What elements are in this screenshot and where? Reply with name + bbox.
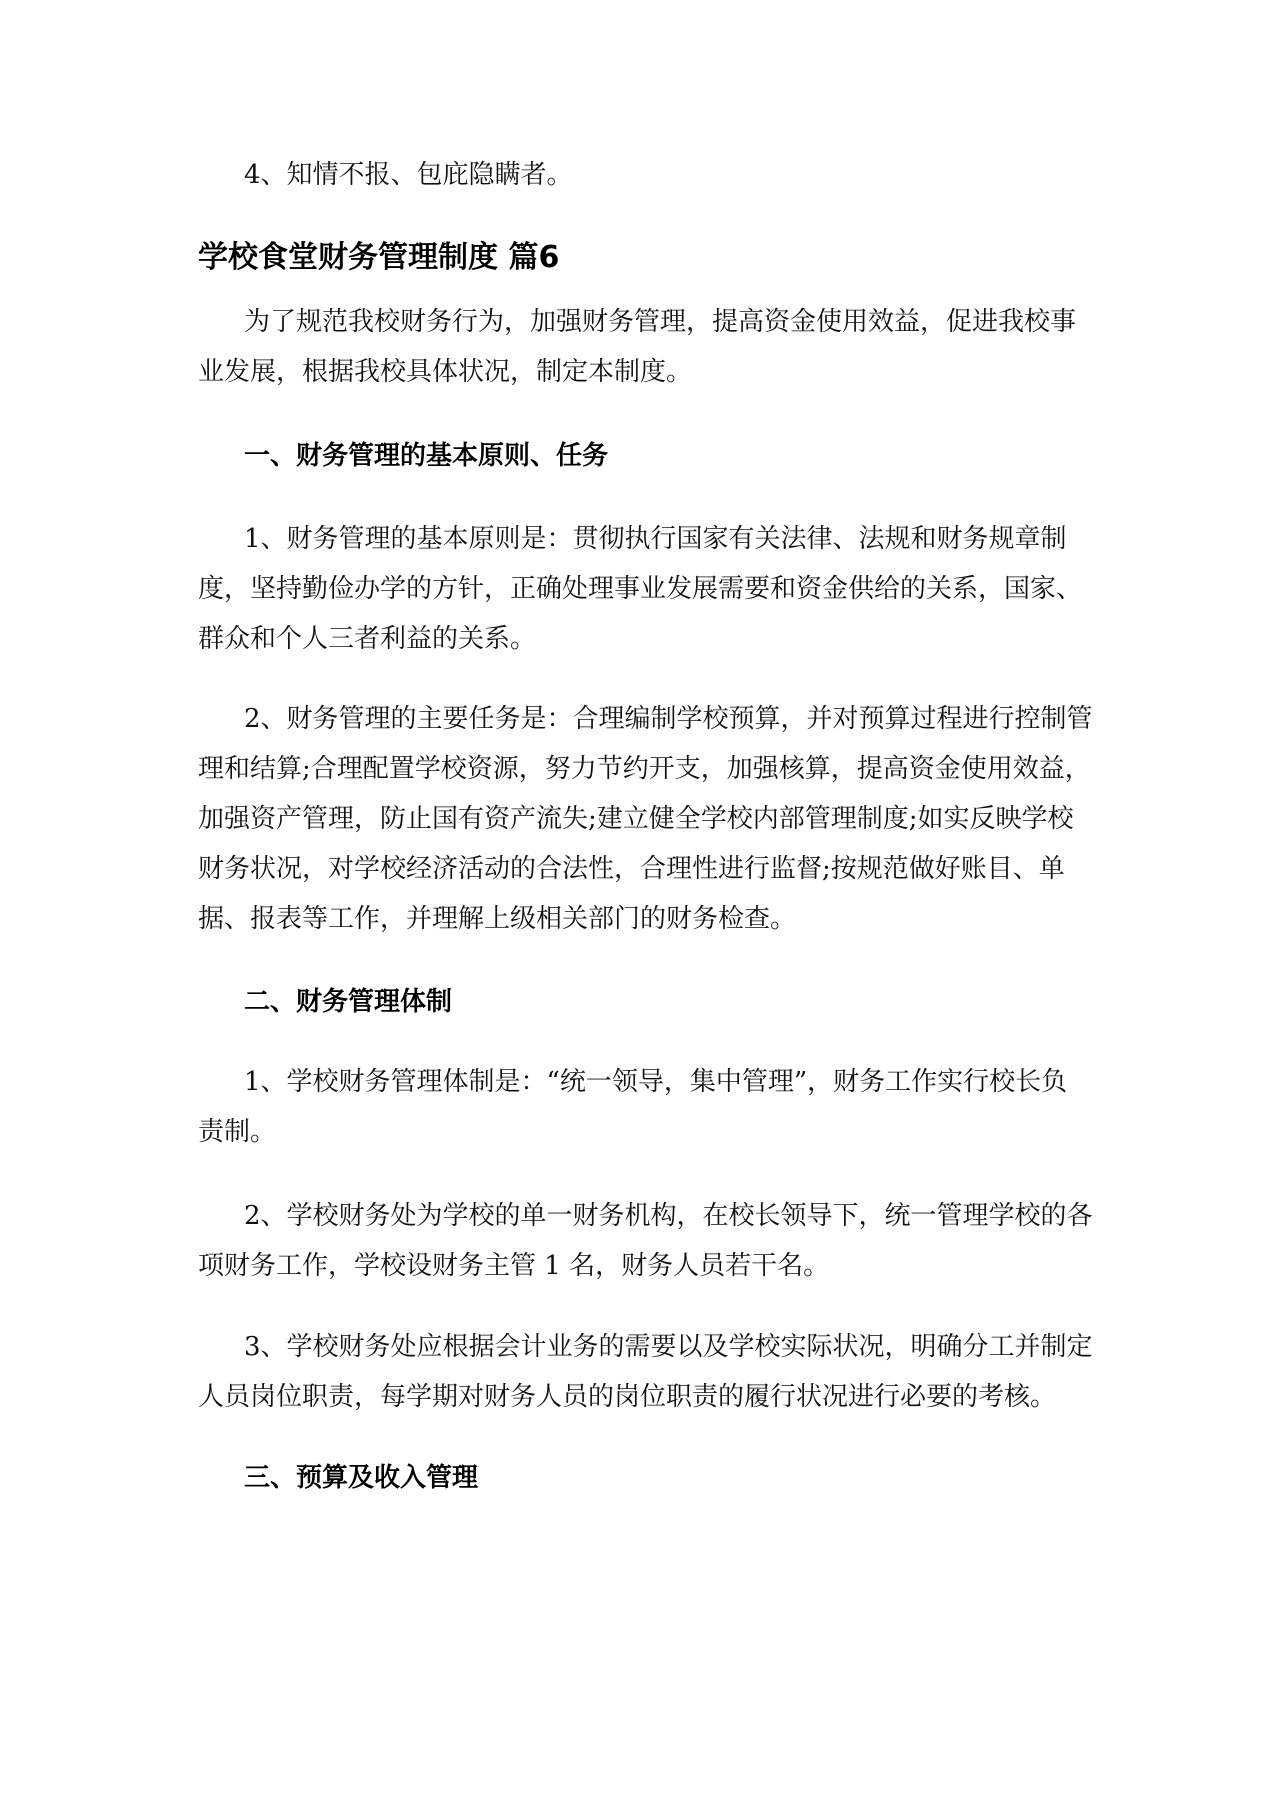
paragraph: [198, 1057, 1198, 1157]
paragraph: [198, 1191, 1198, 1291]
paragraph-line: 据、报表等工作，并理解上级相关部门的财务检查。: [198, 904, 797, 934]
paragraph-line: 业发展，根据我校具体状况，制定本制度。: [198, 357, 693, 387]
paragraph-line: 1、学校财务管理体制是：“统一领导，集中管理”，财务工作实行校长负: [244, 1067, 1068, 1097]
paragraph-line: 3、学校财务处应根据会计业务的需要以及学校实际状况，明确分工并制定: [244, 1332, 1093, 1362]
preface-paragraph: [198, 297, 1198, 397]
paragraph-line: 4、知情不报、包庇隐瞒者。: [244, 160, 573, 190]
paragraph-line: 理和结算;合理配置学校资源，努力节约开支，加强核算，提高资金使用效益，: [198, 754, 1091, 784]
paragraph-line: 1、财务管理的基本原则是：贯彻执行国家有关法律、法规和财务规章制: [244, 524, 1067, 554]
paragraph-line: 2、学校财务处为学校的单一财务机构，在校长领导下，统一管理学校的各: [244, 1201, 1093, 1231]
paragraph-line: 度，坚持勤俭办学的方针，正确处理事业发展需要和资金供给的关系，国家、: [198, 574, 1083, 604]
paragraph-line: 2、财务管理的主要任务是：合理编制学校预算，并对预算过程进行控制管: [244, 704, 1093, 734]
section-heading: 二、财务管理体制: [244, 987, 453, 1017]
paragraph-line: 人员岗位职责，每学期对财务人员的岗位职责的履行状况进行必要的考核。: [198, 1382, 1057, 1412]
paragraph-line: 财务状况，对学校经济活动的合法性，合理性进行监督;按规范做好账目、单: [198, 854, 1065, 884]
section-heading-1: [198, 431, 1198, 481]
paragraph-line: 责制。: [198, 1117, 277, 1147]
paragraph: [198, 694, 1198, 944]
section-heading: 三、预算及收入管理: [244, 1463, 479, 1493]
section-heading-3: [198, 1453, 1198, 1503]
document-title-block: [198, 233, 1198, 283]
section-heading-2: [198, 977, 1198, 1027]
intro-item-paragraph: [198, 150, 1198, 200]
paragraph-line: 加强资产管理，防止国有资产流失;建立健全学校内部管理制度;如实反映学校: [198, 804, 1074, 834]
paragraph-line: 群众和个人三者利益的关系。: [198, 624, 537, 654]
document-title: 学校食堂财务管理制度 篇6: [198, 240, 560, 275]
section-heading: 一、财务管理的基本原则、任务: [244, 441, 609, 471]
paragraph-line: 项财务工作，学校设财务主管 1 名，财务人员若干名。: [198, 1251, 830, 1281]
paragraph: [198, 1322, 1198, 1422]
paragraph-line: 为了规范我校财务行为，加强财务管理，提高资金使用效益，促进我校事: [244, 307, 1077, 337]
paragraph: [198, 514, 1198, 664]
